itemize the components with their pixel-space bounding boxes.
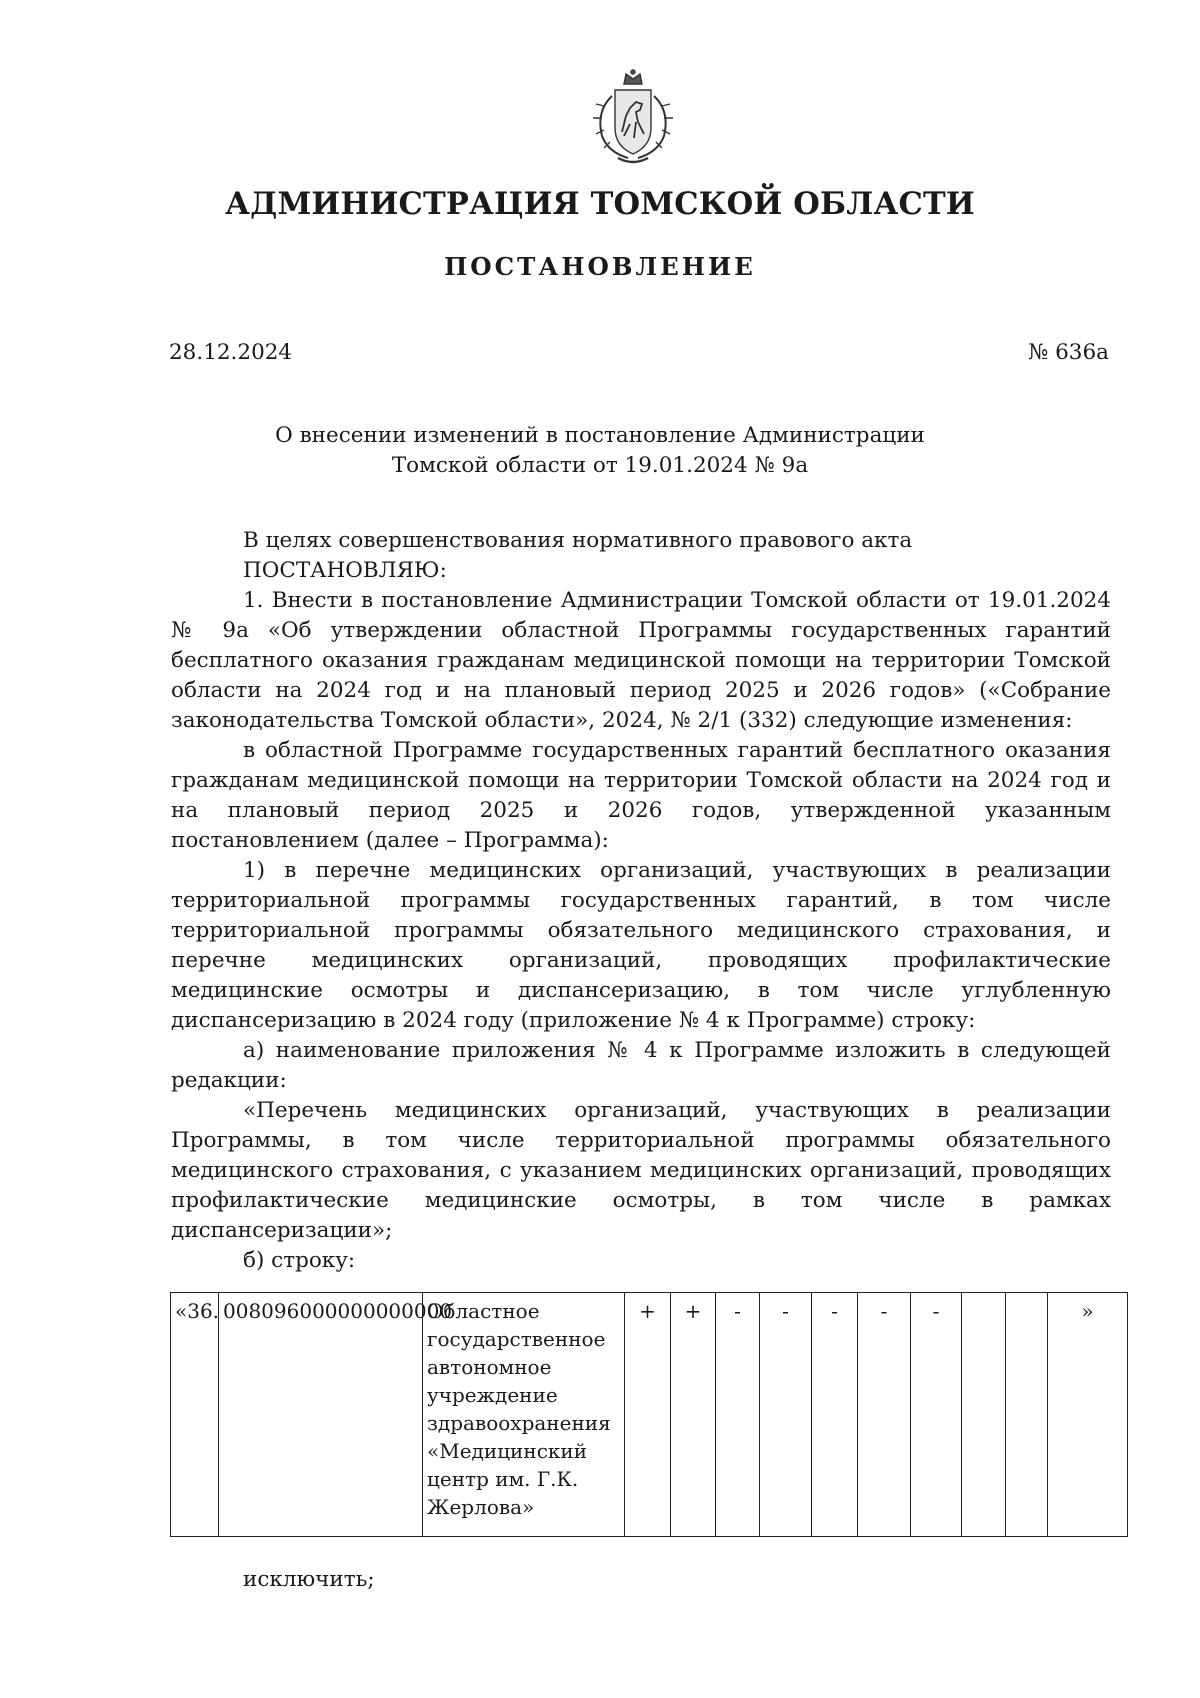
row-close-quote: »: [1048, 1293, 1128, 1537]
subject-line-2: Томской области от 19.01.2024 № 9а: [391, 453, 809, 478]
paragraph-item-1: 1. Внести в постановление Администрации Томской области от 19.01.2024 № 9а «Об утверждении областной Программы государственных гарантий бесплатного оказания гражданам медицинской помощи на территории Томской области на 2024 год и на плановый период 2025 и 2026 годов» («Собрание законодательства Томской области», 2024, № 2/1 (332) следующие изменения:: [171, 588, 1111, 733]
table-row: [171, 1293, 1128, 1537]
row-mark-2: +: [671, 1293, 716, 1537]
paragraph-resolve: ПОСТАНОВЛЯЮ:: [243, 558, 447, 583]
coat-of-arms-icon: [578, 66, 688, 170]
paragraph-purpose: В целях совершенствования нормативного правового акта: [243, 528, 913, 553]
document-type: ПОСТАНОВЛЕНИЕ: [444, 252, 756, 281]
document-subject: [0, 421, 1200, 481]
document-body: [171, 526, 1111, 1276]
row-index: «36.: [171, 1293, 219, 1537]
tail-text: исключить;: [243, 1567, 375, 1592]
excluded-row-table: [170, 1292, 1128, 1537]
paragraph-subitem-a: а) наименование приложения № 4 к Программе изложить в следующей редакции:: [171, 1038, 1111, 1093]
document-number: № 636а: [1027, 340, 1109, 365]
row-mark-1: +: [625, 1293, 671, 1537]
paragraph-program: в областной Программе государственных гарантий бесплатного оказания гражданам медицинской помощи на территории Томской области на 2024 год и на плановый период 2025 и 2026 годов, утвержденной указанным постановлением (далее – Программа):: [171, 738, 1111, 853]
paragraph-new-title: «Перечень медицинских организаций, участвующих в реализации Программы, в том числе территориальной программы обязательного медицинского страхования, с указанием медицинских организаций, проводящих профилактические медицинские осмотры, в том числе в рамках диспансеризации»;: [171, 1098, 1111, 1243]
row-mark-6: -: [858, 1293, 911, 1537]
row-mark-4: -: [760, 1293, 812, 1537]
subject-line-1: О внесении изменений в постановление Администрации: [275, 423, 925, 448]
row-organization-name: Областное государственное автономное учреждение здравоохранения «Медицинский центр им. Г.К. Жерлова»: [423, 1293, 625, 1537]
document-date: 28.12.2024: [169, 340, 293, 365]
paragraph-subitem-b: б) строку:: [243, 1248, 356, 1273]
row-mark-9: [1006, 1293, 1048, 1537]
paragraph-subitem-1: 1) в перечне медицинских организаций, участвующих в реализации территориальной программы государственных гарантий, в том числе территориальной программы обязательного медицинского страхования, и перечне медицинских организаций, проводящих профилактические медицинские осмотры и диспансеризацию, в том числе углубленную диспансеризацию в 2024 году (приложение № 4 к Программе) строку:: [171, 858, 1111, 1033]
organization-title: АДМИНИСТРАЦИЯ ТОМСКОЙ ОБЛАСТИ: [225, 186, 975, 222]
row-mark-7: -: [911, 1293, 962, 1537]
row-code: 008096000000000000: [219, 1293, 423, 1537]
row-mark-3: -: [716, 1293, 760, 1537]
row-mark-8: [962, 1293, 1006, 1537]
row-mark-5: -: [812, 1293, 858, 1537]
